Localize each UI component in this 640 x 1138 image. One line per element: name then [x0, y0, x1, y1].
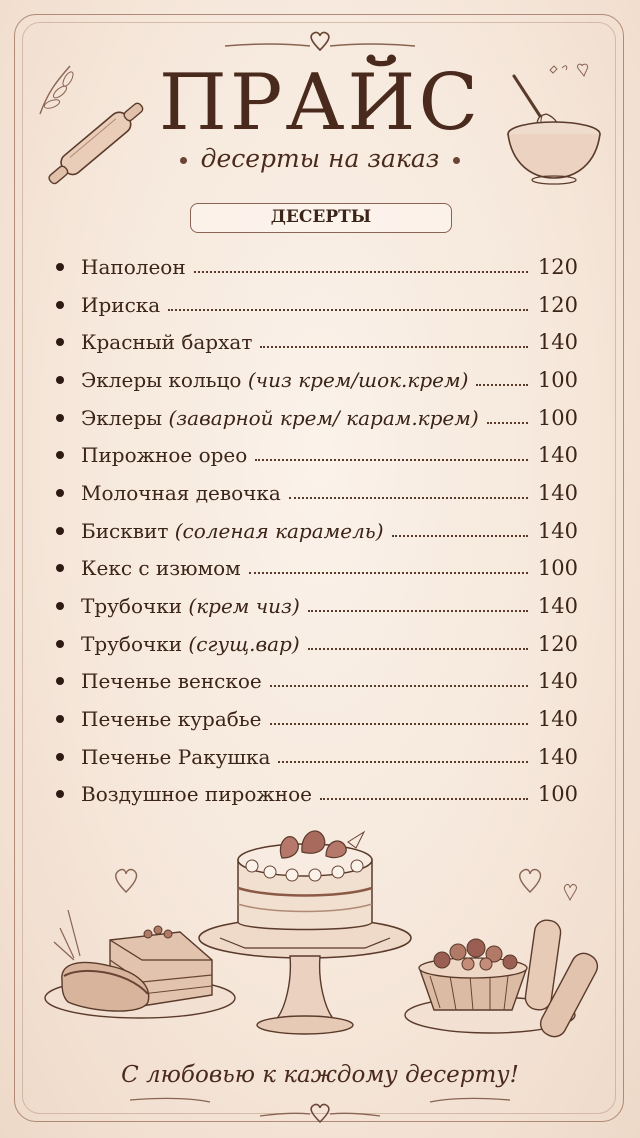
desserts-illustration — [30, 810, 610, 1060]
bullet-icon — [56, 790, 64, 798]
item-name: Печенье Ракушка — [81, 744, 271, 769]
item-price: 140 — [537, 744, 578, 769]
item-name: Трубочки — [81, 594, 183, 619]
item-price: 140 — [537, 330, 578, 355]
page-title: ПРАЙС — [158, 58, 482, 148]
leader-dots — [392, 535, 529, 537]
item-price: 100 — [537, 782, 578, 807]
list-item — [56, 663, 578, 701]
item-name: Красный бархат — [81, 330, 253, 355]
leader-dots — [270, 723, 528, 725]
list-item — [56, 625, 578, 663]
subtitle-text: десерты на заказ — [200, 144, 440, 173]
list-item — [56, 700, 578, 738]
leader-dots — [270, 685, 528, 687]
item-price: 140 — [537, 443, 578, 468]
leader-dots — [278, 761, 528, 763]
bullet-icon — [56, 640, 64, 648]
dot-icon — [180, 157, 187, 164]
item-name: Кекс с изюмом — [81, 556, 241, 581]
list-item — [56, 286, 578, 324]
list-item — [56, 248, 578, 286]
menu-list — [56, 248, 578, 813]
item-name: Эклеры кольцо — [81, 367, 242, 392]
item-price: 100 — [537, 556, 578, 581]
item-note: (крем чиз) — [188, 594, 300, 619]
item-note: (чиз крем/шок.крем) — [247, 367, 469, 392]
leader-dots — [260, 346, 528, 348]
leader-dots — [289, 497, 528, 499]
bullet-icon — [56, 602, 64, 610]
item-name: Воздушное пирожное — [81, 782, 312, 807]
list-item — [56, 436, 578, 474]
heart-ornament-icon — [220, 26, 420, 56]
leader-dots — [308, 610, 528, 612]
leader-dots — [249, 572, 528, 574]
list-item — [56, 738, 578, 776]
bullet-icon — [56, 489, 64, 497]
bullet-icon — [56, 301, 64, 309]
list-item — [56, 550, 578, 588]
item-price: 140 — [537, 707, 578, 732]
item-name: Молочная девочка — [81, 480, 281, 505]
section-heading: ДЕСЕРТЫ — [190, 203, 452, 233]
bullet-icon — [56, 338, 64, 346]
leader-dots — [476, 384, 528, 386]
bullet-icon — [56, 564, 64, 572]
item-name: Эклеры — [81, 405, 163, 430]
bullet-icon — [56, 414, 64, 422]
item-price: 140 — [537, 480, 578, 505]
item-price: 140 — [537, 518, 578, 543]
item-name: Трубочки — [81, 631, 183, 656]
bullet-icon — [56, 715, 64, 723]
item-name: Пирожное орео — [81, 443, 248, 468]
item-name: Печенье курабье — [81, 707, 262, 732]
bullet-icon — [56, 376, 64, 384]
item-price: 120 — [537, 631, 578, 656]
item-note: (сгущ.вар) — [188, 631, 300, 656]
item-price: 100 — [537, 367, 578, 392]
leader-dots — [487, 422, 528, 424]
leader-dots — [194, 271, 528, 273]
bullet-icon — [56, 677, 64, 685]
item-price: 140 — [537, 594, 578, 619]
dot-icon — [453, 157, 460, 164]
item-note: (заварной крем/ карам.крем) — [168, 405, 479, 430]
bullet-icon — [56, 753, 64, 761]
item-name: Бисквит — [81, 518, 169, 543]
bullet-icon — [56, 263, 64, 271]
leader-dots — [320, 798, 528, 800]
bullet-icon — [56, 527, 64, 535]
item-name: Печенье венское — [81, 669, 262, 694]
item-price: 120 — [537, 254, 578, 279]
leader-dots — [308, 648, 528, 650]
item-price: 120 — [537, 292, 578, 317]
item-note: (соленая карамель) — [174, 518, 384, 543]
item-price: 140 — [537, 669, 578, 694]
heart-ornament-icon — [120, 1090, 520, 1130]
leader-dots — [255, 459, 528, 461]
list-item — [56, 474, 578, 512]
item-name: Наполеон — [81, 254, 186, 279]
item-name: Ириска — [81, 292, 161, 317]
bullet-icon — [56, 451, 64, 459]
item-price: 100 — [537, 405, 578, 430]
footer-slogan: С любовью к каждому десерту! — [121, 1062, 519, 1088]
page-subtitle — [0, 144, 640, 173]
list-item — [56, 776, 578, 814]
list-item — [56, 512, 578, 550]
list-item — [56, 587, 578, 625]
leader-dots — [168, 309, 528, 311]
list-item — [56, 399, 578, 437]
list-item — [56, 323, 578, 361]
list-item — [56, 361, 578, 399]
